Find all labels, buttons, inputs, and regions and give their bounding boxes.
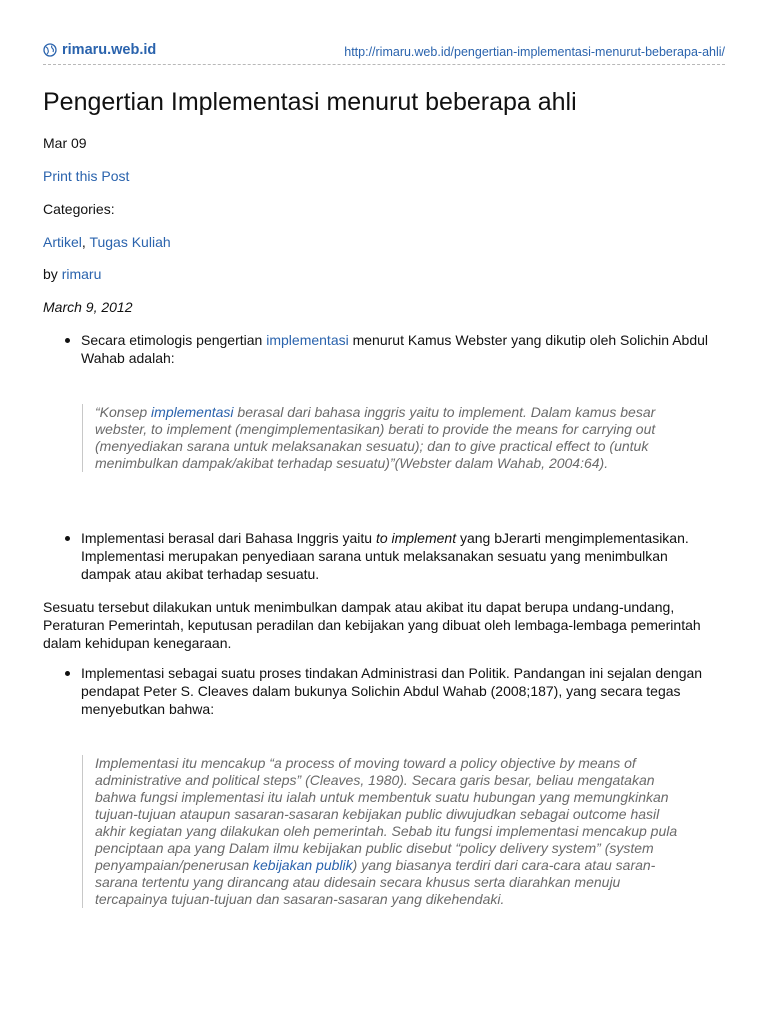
author-line	[43, 265, 101, 283]
page-url-link[interactable]: http://rimaru.web.id/pengertian-implementasi-menurut-beberapa-ahli/	[344, 45, 725, 59]
post-date-long: March 9, 2012	[43, 299, 133, 315]
bullet-text: menurut Kamus Webster yang dikutip oleh Solichin Abdul Wahab adalah:	[81, 332, 708, 366]
quote-text: berasal dari bahasa inggris yaitu to implement. Dalam kamus besar webster, to implement (mengimplementasikan) berati to provide the means for carrying out (menyediakan sarana untuk melaksanakan sesuatu); dan to give practical effect to (untuk menimbulkan dampak/akibat terhadap sesuatu)”(Webster dalam Wahab, 2004:64).	[95, 404, 656, 471]
kebijakan-publik-link[interactable]: kebijakan publik	[253, 857, 353, 873]
category-link-tugas-kuliah[interactable]: Tugas Kuliah	[89, 234, 171, 250]
category-link-artikel[interactable]: Artikel	[43, 234, 82, 250]
categories-label: Categories:	[43, 201, 115, 217]
quote-text: Implementasi itu mencakup “a process of moving toward a policy objective by means of administrative and political steps” (Cleaves, 1980). Secara garis besar, beliau mengatakan bahwa fungsi implementasi itu ialah untuk membentuk suatu hubungan yang memungkinkan tujuan-tujuan ataupun sasaran-sasaran kebijakan public diwujudkan sebagai outcome hasil akhir kegiatan yang dilakukan oleh pemerintah. Sebab itu fungsi implementasi mencakup pula penciptaan apa yang Dalam ilmu kebijakan public disebut “policy delivery system” (system penyampaian/penerusan	[95, 755, 678, 873]
implementasi-link[interactable]: implementasi	[266, 332, 349, 348]
bullet-text: yang bJerarti mengimplementasikan. Implementasi merupakan penyediaan sarana untuk melaksanakan sesuatu yang menimbulkan dampak atau akibat terhadap sesuatu.	[81, 530, 689, 582]
post-date-short: Mar 09	[43, 135, 87, 151]
header-bar	[43, 42, 725, 62]
blockquote	[82, 755, 680, 908]
list-item	[81, 529, 721, 583]
blockquote	[82, 404, 680, 472]
site-name: rimaru.web.id	[62, 42, 157, 58]
quote-text: ) yang biasanya terdiri dari cara-cara atau saran-sarana tertentu yang dirancang atau didesain secara khusus serta diarahkan menuju tercapainya tujuan-tujuan dan sasaran-sasaran yang dikehendaki.	[95, 857, 656, 907]
site-link[interactable]	[43, 42, 156, 58]
by-label: by	[43, 266, 58, 282]
quote-text: “Konsep	[95, 404, 152, 420]
paragraph: Sesuatu tersebut dilakukan untuk menimbulkan dampak atau akibat itu dapat berupa undang-undang, Peraturan Pemerintah, keputusan peradilan dan kebijakan yang dibuat oleh lembaga-lembaga pemerintah dalam kehidupan kenegaraan.	[43, 599, 701, 651]
list-item	[81, 664, 721, 718]
category-separator: ,	[81, 234, 86, 250]
header-divider	[43, 64, 725, 65]
categories-list	[43, 233, 171, 251]
page-title: Pengertian Implementasi menurut beberapa ahli	[43, 88, 577, 116]
bullet-text: Secara etimologis pengertian	[81, 332, 267, 348]
bullet-italic-term: to implement	[375, 530, 457, 546]
author-link[interactable]: rimaru	[61, 266, 102, 282]
implementasi-link[interactable]: implementasi	[151, 404, 234, 420]
print-post-link[interactable]: Print this Post	[43, 168, 130, 184]
bullet-text: Implementasi berasal dari Bahasa Inggris yaitu	[81, 530, 376, 546]
list-item	[81, 331, 721, 367]
bullet-text: Implementasi sebagai suatu proses tindakan Administrasi dan Politik. Pandangan ini sejalan dengan pendapat Peter S. Cleaves dalam bukunya Solichin Abdul Wahab (2008;187), yang secara tegas menyebutkan bahwa:	[81, 665, 703, 717]
globe-icon	[43, 43, 57, 57]
